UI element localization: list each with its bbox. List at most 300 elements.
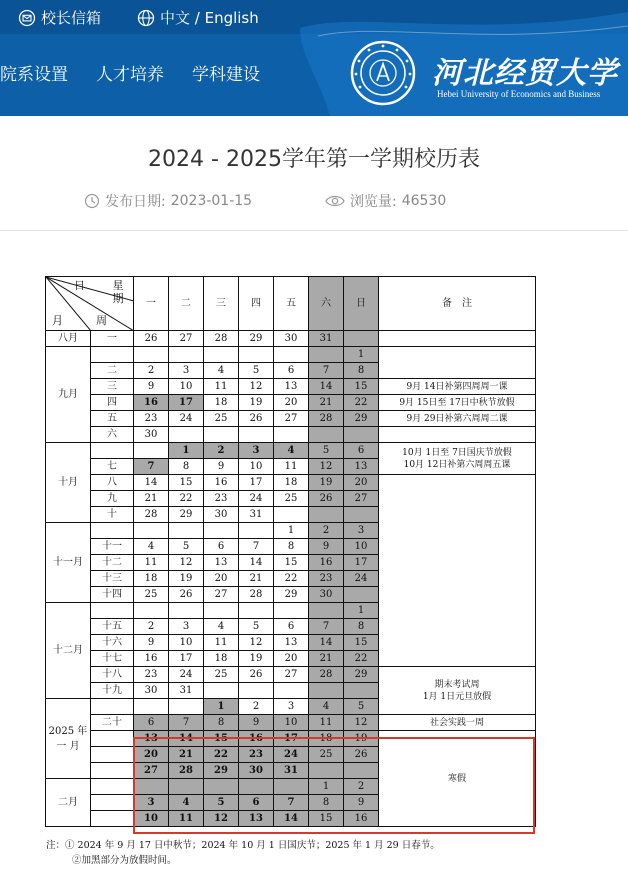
day-cell: 7: [309, 619, 344, 635]
day-cell: 21: [134, 491, 169, 507]
day-cell: 15: [309, 811, 344, 827]
university-name-en: Hebei University of Economics and Business: [437, 89, 601, 99]
day-cell: 22: [169, 491, 204, 507]
nav-item-discipline-building[interactable]: 学科建设: [192, 65, 260, 85]
day-cell: 25: [274, 491, 309, 507]
day-cell: [204, 683, 239, 699]
week-number-cell: 十五: [91, 619, 134, 635]
week-number-cell: 四: [91, 395, 134, 411]
day-cell: 7: [134, 459, 169, 475]
day-cell: 6: [274, 619, 309, 635]
day-cell: 10: [134, 811, 169, 827]
remark-cell: 9月 14日补第四周周一课: [379, 379, 536, 395]
day-cell: 22: [204, 747, 239, 763]
header-divider: [0, 230, 628, 231]
day-cell: 23: [134, 667, 169, 683]
view-count-label: 浏览量:: [350, 194, 397, 210]
day-cell: 23: [239, 747, 274, 763]
language-switch-label: 中文 / English: [160, 9, 259, 27]
day-cell: 23: [204, 491, 239, 507]
day-cell: 18: [274, 475, 309, 491]
remarks-header: 备 注: [379, 277, 536, 331]
day-cell: 3: [169, 619, 204, 635]
day-cell: [274, 347, 309, 363]
day-cell: 7: [274, 795, 309, 811]
day-cell: 20: [274, 651, 309, 667]
week-number-cell: 十: [91, 507, 134, 523]
day-cell: 11: [134, 555, 169, 571]
eye-icon: [325, 193, 345, 209]
day-cell: 20: [134, 747, 169, 763]
day-cell: 7: [239, 539, 274, 555]
day-cell: 12: [309, 459, 344, 475]
publish-date-label: 发布日期:: [105, 194, 166, 210]
day-cell: 28: [309, 667, 344, 683]
day-cell: 26: [239, 667, 274, 683]
day-cell: 13: [344, 459, 379, 475]
day-cell: 29: [239, 331, 274, 347]
day-cell: 11: [204, 379, 239, 395]
globe-icon: [137, 9, 155, 27]
day-cell: [169, 427, 204, 443]
day-cell: 30: [134, 683, 169, 699]
day-cell: [169, 603, 204, 619]
day-cell: 21: [309, 651, 344, 667]
day-cell: [134, 347, 169, 363]
day-cell: [274, 779, 309, 795]
day-cell: 12: [169, 555, 204, 571]
day-cell: [309, 763, 344, 779]
day-cell: 10: [169, 379, 204, 395]
principal-mailbox-label: 校长信箱: [41, 9, 102, 27]
day-cell: 9: [134, 635, 169, 651]
day-cell: 27: [204, 587, 239, 603]
main-nav: [0, 60, 288, 85]
day-cell: [204, 523, 239, 539]
week-number-cell: [91, 795, 134, 811]
calendar-week-row: [46, 475, 536, 491]
corner-label-ri: 日: [74, 279, 85, 292]
week-number-cell: [91, 763, 134, 779]
week-number-cell: [91, 347, 134, 363]
day-cell: 4: [309, 699, 344, 715]
calendar-week-row: [46, 731, 536, 747]
day-cell: 28: [204, 331, 239, 347]
day-cell: 4: [169, 795, 204, 811]
day-cell: 8: [344, 619, 379, 635]
day-cell: 27: [274, 667, 309, 683]
day-cell: 25: [134, 587, 169, 603]
day-cell: 23: [134, 411, 169, 427]
day-cell: 13: [274, 379, 309, 395]
day-cell: 13: [204, 555, 239, 571]
day-cell: 10: [239, 459, 274, 475]
day-cell: 26: [309, 491, 344, 507]
day-cell: [204, 427, 239, 443]
day-cell: 12: [239, 635, 274, 651]
remark-cell: 9月 15日至 17日中秋节放假: [379, 395, 536, 411]
day-cell: [344, 763, 379, 779]
weekday-header: 一: [134, 277, 169, 331]
day-cell: [239, 523, 274, 539]
day-cell: 16: [204, 475, 239, 491]
day-cell: 22: [344, 395, 379, 411]
day-cell: 27: [274, 411, 309, 427]
remark-line: 期末考试周: [434, 679, 480, 690]
day-cell: 25: [204, 411, 239, 427]
week-number-cell: [91, 523, 134, 539]
day-cell: 29: [204, 763, 239, 779]
day-cell: 30: [134, 427, 169, 443]
day-cell: 2: [309, 523, 344, 539]
school-calendar-table: [45, 276, 536, 827]
day-cell: [239, 347, 274, 363]
month-cell: 2025 年 一 月: [46, 699, 91, 779]
day-cell: 5: [204, 795, 239, 811]
top-bar: [0, 0, 628, 34]
day-cell: [344, 427, 379, 443]
weekday-header: 五: [274, 277, 309, 331]
day-cell: 3: [239, 443, 274, 459]
day-cell: 8: [309, 795, 344, 811]
calendar-week-row: [46, 411, 536, 427]
day-cell: 22: [274, 571, 309, 587]
day-cell: 4: [204, 619, 239, 635]
day-cell: 24: [344, 571, 379, 587]
day-cell: [274, 603, 309, 619]
day-cell: 5: [309, 443, 344, 459]
day-cell: 8: [169, 459, 204, 475]
remark-cell-empty: [379, 475, 536, 667]
day-cell: 16: [134, 395, 169, 411]
day-cell: 10: [169, 635, 204, 651]
day-cell: 24: [274, 747, 309, 763]
day-cell: 11: [169, 811, 204, 827]
day-cell: 11: [274, 459, 309, 475]
week-number-cell: 二: [91, 363, 134, 379]
day-cell: 26: [239, 411, 274, 427]
week-number-cell: [91, 443, 134, 459]
day-cell: 19: [169, 571, 204, 587]
publish-date-value: 2023-01-15: [170, 193, 253, 209]
day-cell: [274, 427, 309, 443]
day-cell: 19: [239, 651, 274, 667]
week-number-cell: 六: [91, 427, 134, 443]
remark-cell-empty: [379, 331, 536, 347]
day-cell: [169, 347, 204, 363]
day-cell: 8: [274, 539, 309, 555]
week-number-cell: 二十: [91, 715, 134, 731]
day-cell: 21: [239, 571, 274, 587]
day-cell: 30: [204, 507, 239, 523]
day-cell: [134, 779, 169, 795]
day-cell: 2: [134, 363, 169, 379]
day-cell: 29: [344, 411, 379, 427]
remark-cell: 社会实践一周: [379, 715, 536, 731]
remark-cell: [379, 443, 536, 475]
day-cell: [344, 331, 379, 347]
day-cell: 21: [169, 747, 204, 763]
day-cell: [309, 347, 344, 363]
day-cell: 6: [274, 363, 309, 379]
day-cell: 24: [239, 491, 274, 507]
day-cell: [204, 779, 239, 795]
day-cell: [239, 683, 274, 699]
day-cell: [239, 603, 274, 619]
day-cell: 2: [239, 699, 274, 715]
day-cell: 12: [204, 811, 239, 827]
day-cell: 5: [239, 619, 274, 635]
day-cell: 14: [309, 379, 344, 395]
day-cell: 6: [204, 539, 239, 555]
weekday-header: 日: [344, 277, 379, 331]
day-cell: [309, 427, 344, 443]
calendar-week-row: [46, 667, 536, 683]
day-cell: [169, 779, 204, 795]
day-cell: 24: [169, 411, 204, 427]
day-cell: 17: [344, 555, 379, 571]
day-cell: 30: [239, 763, 274, 779]
week-number-cell: 九: [91, 491, 134, 507]
remark-cell: [379, 667, 536, 715]
mail-icon: [18, 9, 36, 27]
day-cell: 15: [344, 635, 379, 651]
day-cell: 14: [169, 731, 204, 747]
day-cell: [274, 683, 309, 699]
week-number-cell: 十六: [91, 635, 134, 651]
footnote-1: 注：① 2024 年 9 月 17 日中秋节；2024 年 10 月 1 日国庆节；2025 年 1 月 29 日春节。: [46, 840, 440, 851]
day-cell: 18: [204, 395, 239, 411]
day-cell: [344, 587, 379, 603]
day-cell: 14: [239, 555, 274, 571]
remark-line: 1月 1日元旦放假: [422, 691, 492, 702]
university-seal-logo[interactable]: [350, 40, 416, 106]
day-cell: 6: [344, 443, 379, 459]
corner-label-zhou: 周: [96, 314, 107, 327]
site-header: [0, 0, 628, 116]
day-cell: 9: [204, 459, 239, 475]
day-cell: 15: [204, 731, 239, 747]
calendar-corner-header: [46, 277, 134, 331]
month-cell: 八月: [46, 331, 91, 347]
day-cell: 5: [169, 539, 204, 555]
week-number-cell: 十一: [91, 539, 134, 555]
day-cell: 16: [134, 651, 169, 667]
month-cell: 十一月: [46, 523, 91, 603]
day-cell: [134, 523, 169, 539]
day-cell: 18: [309, 731, 344, 747]
view-count: [325, 191, 446, 211]
day-cell: 7: [169, 715, 204, 731]
language-switch-link[interactable]: [137, 7, 259, 28]
day-cell: 19: [309, 475, 344, 491]
day-cell: 5: [239, 363, 274, 379]
day-cell: [344, 683, 379, 699]
nav-item-talent-training[interactable]: 人才培养: [96, 65, 164, 85]
day-cell: [344, 507, 379, 523]
view-count-value: 46530: [401, 193, 447, 209]
week-number-cell: 十七: [91, 651, 134, 667]
clock-icon: [84, 193, 100, 209]
day-cell: 27: [134, 763, 169, 779]
month-cell: 二月: [46, 779, 91, 827]
corner-label-xingqi: 星期: [112, 279, 124, 305]
day-cell: 19: [344, 731, 379, 747]
week-number-cell: 五: [91, 411, 134, 427]
day-cell: 31: [169, 683, 204, 699]
footnote-2: ②加黑部分为放假时间。: [72, 855, 177, 866]
day-cell: 12: [344, 715, 379, 731]
day-cell: 11: [309, 715, 344, 731]
day-cell: 14: [274, 811, 309, 827]
day-cell: 17: [274, 731, 309, 747]
week-number-cell: 八: [91, 475, 134, 491]
day-cell: [309, 683, 344, 699]
week-number-cell: [91, 731, 134, 747]
week-number-cell: 十四: [91, 587, 134, 603]
remark-line: 10月 12日补第六周周五课: [403, 459, 511, 470]
day-cell: 9: [134, 379, 169, 395]
day-cell: 28: [169, 763, 204, 779]
day-cell: 18: [134, 571, 169, 587]
remark-cell: 寒假: [379, 731, 536, 827]
day-cell: 26: [169, 587, 204, 603]
day-cell: 15: [344, 379, 379, 395]
day-cell: 17: [169, 651, 204, 667]
day-cell: 14: [134, 475, 169, 491]
day-cell: 2: [134, 619, 169, 635]
week-number-cell: 三: [91, 379, 134, 395]
day-cell: 1: [169, 443, 204, 459]
week-number-cell: 十九: [91, 683, 134, 699]
weekday-header: 二: [169, 277, 204, 331]
calendar-week-row: [46, 715, 536, 731]
day-cell: 9: [309, 539, 344, 555]
day-cell: 12: [239, 379, 274, 395]
calendar-week-row: [46, 427, 536, 443]
day-cell: 20: [204, 571, 239, 587]
day-cell: 17: [169, 395, 204, 411]
day-cell: [309, 603, 344, 619]
day-cell: 20: [274, 395, 309, 411]
day-cell: 16: [239, 731, 274, 747]
week-number-cell: 十三: [91, 571, 134, 587]
day-cell: 31: [309, 331, 344, 347]
day-cell: 8: [344, 363, 379, 379]
remark-cell-empty: [379, 347, 536, 379]
day-cell: 31: [239, 507, 274, 523]
day-cell: 3: [169, 363, 204, 379]
day-cell: 29: [274, 587, 309, 603]
day-cell: 27: [169, 331, 204, 347]
month-cell: 九月: [46, 347, 91, 443]
day-cell: 1: [309, 779, 344, 795]
day-cell: 6: [239, 795, 274, 811]
day-cell: 30: [274, 331, 309, 347]
day-cell: 30: [309, 587, 344, 603]
day-cell: 4: [134, 539, 169, 555]
day-cell: 25: [204, 667, 239, 683]
day-cell: 31: [274, 763, 309, 779]
principal-mailbox-link[interactable]: [18, 7, 101, 28]
day-cell: [204, 603, 239, 619]
day-cell: 1: [344, 603, 379, 619]
day-cell: 19: [239, 395, 274, 411]
calendar-week-row: [46, 443, 536, 459]
day-cell: [169, 523, 204, 539]
day-cell: 15: [169, 475, 204, 491]
day-cell: 1: [274, 523, 309, 539]
weekday-header: 三: [204, 277, 239, 331]
day-cell: 28: [309, 411, 344, 427]
day-cell: 15: [274, 555, 309, 571]
week-number-cell: 一: [91, 331, 134, 347]
day-cell: 18: [204, 651, 239, 667]
day-cell: [169, 699, 204, 715]
day-cell: 20: [344, 475, 379, 491]
day-cell: 5: [344, 699, 379, 715]
day-cell: 1: [344, 347, 379, 363]
page-title: 2024 - 2025学年第一学期校历表: [148, 147, 480, 172]
day-cell: [134, 443, 169, 459]
day-cell: 21: [309, 395, 344, 411]
day-cell: 26: [134, 331, 169, 347]
day-cell: 6: [134, 715, 169, 731]
calendar-week-row: [46, 395, 536, 411]
day-cell: [309, 507, 344, 523]
day-cell: 28: [134, 507, 169, 523]
day-cell: 29: [169, 507, 204, 523]
month-cell: 十月: [46, 443, 91, 523]
day-cell: 13: [239, 811, 274, 827]
calendar-week-row: [46, 379, 536, 395]
day-cell: 2: [204, 443, 239, 459]
day-cell: 13: [134, 731, 169, 747]
weekday-header: 四: [239, 277, 274, 331]
month-cell: 十二月: [46, 603, 91, 699]
remark-line: 10月 1日至 7日国庆节放假: [402, 447, 512, 458]
week-number-cell: [91, 699, 134, 715]
day-cell: 1: [204, 699, 239, 715]
nav-item-departments[interactable]: 院系设置: [0, 65, 68, 85]
day-cell: [134, 699, 169, 715]
day-cell: 27: [344, 491, 379, 507]
day-cell: 10: [344, 539, 379, 555]
week-number-cell: [91, 603, 134, 619]
calendar-week-row: [46, 331, 536, 347]
day-cell: 3: [344, 523, 379, 539]
university-name-cn: 河北经贸大学: [432, 56, 618, 91]
day-cell: [204, 347, 239, 363]
day-cell: 8: [204, 715, 239, 731]
day-cell: 4: [204, 363, 239, 379]
day-cell: 23: [309, 571, 344, 587]
day-cell: 22: [344, 651, 379, 667]
day-cell: 28: [239, 587, 274, 603]
day-cell: 3: [274, 699, 309, 715]
day-cell: 16: [309, 555, 344, 571]
publish-date: [84, 191, 252, 211]
week-number-cell: [91, 747, 134, 763]
day-cell: 14: [309, 635, 344, 651]
remark-cell: 9月 29日补第六周周二课: [379, 411, 536, 427]
day-cell: 9: [239, 715, 274, 731]
day-cell: [134, 603, 169, 619]
week-number-cell: 十八: [91, 667, 134, 683]
day-cell: 2: [344, 779, 379, 795]
day-cell: 3: [134, 795, 169, 811]
calendar-header-row: [46, 277, 536, 331]
